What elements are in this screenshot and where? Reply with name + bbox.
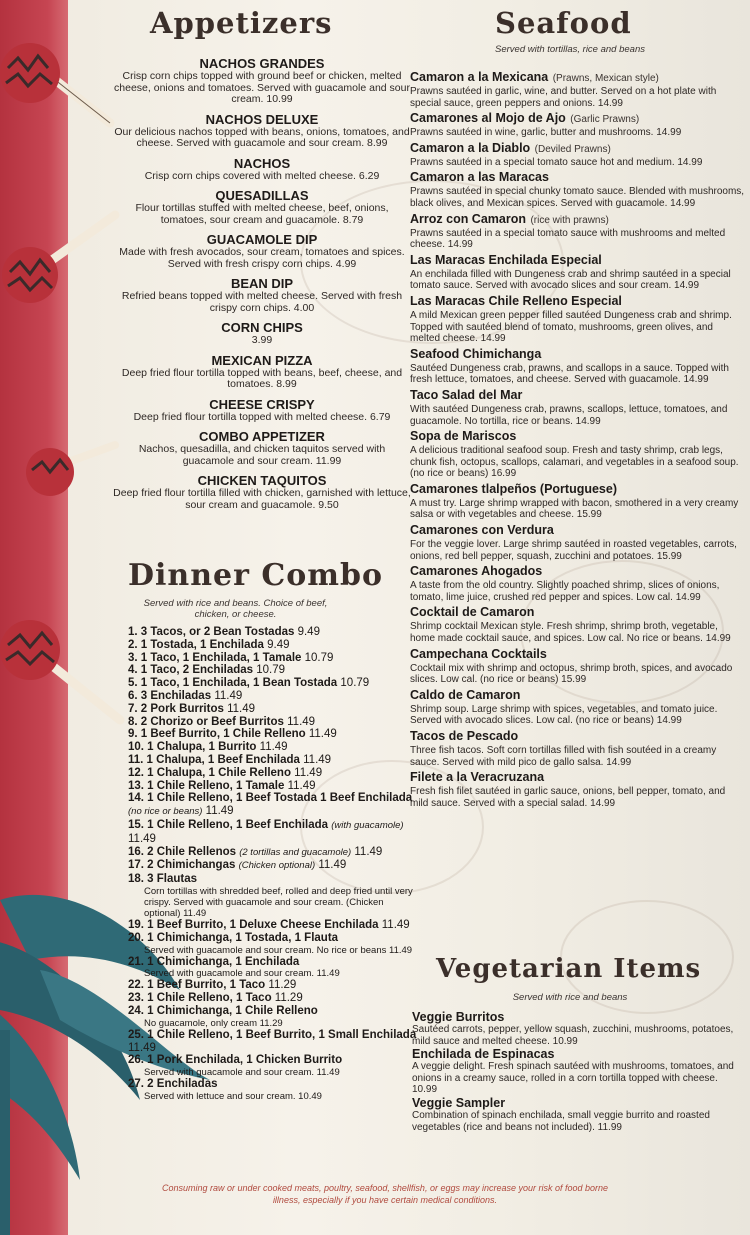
item-name: Caldo de Camaron (410, 687, 521, 702)
combo-price: 11.49 (381, 918, 410, 931)
combo-name: 6. 3 Enchiladas (128, 689, 212, 702)
seafood-list (410, 68, 745, 809)
combo-name: 20. 1 Chimichanga, 1 Tostada, 1 Flauta (128, 931, 339, 944)
menu-item (410, 386, 745, 427)
item-description: Fresh fish filet sautéed in garlic sauce, onions, bell pepper, tomato, and mild sauce. Served with a special salad. 14.99 (410, 786, 726, 809)
combo-name: 1. 3 Tacos, or 2 Bean Tostadas (128, 626, 295, 638)
item-name: Sopa de Mariscos (410, 429, 517, 444)
combo-price: 11.49 (308, 728, 337, 741)
item-name: BEAN DIP (230, 276, 294, 291)
menu-item (410, 210, 745, 251)
combo-name: 17. 2 Chimichangas (128, 859, 236, 872)
combo-item (128, 859, 418, 873)
dinner-combo-heading: Dinner Combo (128, 558, 383, 593)
item-note: (Garlic Prawns) (570, 114, 640, 126)
item-name: COMBO APPETIZER (199, 429, 325, 444)
item-description: Deep fried flour tortilla filled with chicken, garnished with lettuce, sour cream and guacamole. 9.50 (113, 487, 411, 511)
maraca-icon (0, 600, 130, 730)
item-name: Tacos de Pescado (410, 729, 519, 743)
combo-price: 11.49 (294, 766, 323, 779)
item-note: (Deviled Prawns) (534, 143, 611, 155)
menu-item (112, 473, 412, 511)
combo-price: 9.49 (267, 638, 290, 651)
item-name: Enchilada de Espinacas (412, 1047, 555, 1062)
item-name: NACHOS GRANDES (199, 56, 325, 71)
notice-line: illness, especially if you have certain medical conditions. (272, 1195, 498, 1205)
seafood-subtitle: Served with tortillas, rice and beans (495, 44, 645, 55)
combo-description: Served with guacamole and sour cream. No rice or beans 11.49 (144, 944, 413, 956)
item-description: Sautéed Dungeness crab, prawns, and scallops in a sauce. Topped with fresh lettuce, tomatoes, and cheese. Served with guacamole. 14.99 (410, 362, 729, 386)
item-description: Sautéed carrots, pepper, yellow squash, zucchini, mushrooms, potatoes, mild sauce and melted cheese. 10.99 (412, 1024, 734, 1047)
combo-price: 11.49 (259, 741, 288, 754)
combo-price: 11.49 (303, 753, 332, 766)
dinner-combo-subtitle: Served with rice and beans. Choice of beef, chicken, or cheese. (143, 598, 328, 620)
combo-description: No guacamole, only cream 11.29 (144, 1017, 283, 1029)
combo-item (128, 741, 418, 754)
menu-item (112, 429, 412, 467)
item-description: A veggie delight. Fresh spinach sautéed with mushrooms, tomatoes, and onions in a creamy sauce, rolled in a corn tortilla topped with cheese. 10.99 (412, 1061, 734, 1096)
combo-item (128, 1029, 418, 1055)
item-description: Deep fried flour tortilla topped with melted cheese. 6.79 (133, 410, 391, 423)
item-description: Shrimp soup. Large shrimp with spices, vegetables, and tomato juice. Served with avocado slices. Low cal. (no rice or beans) 14.99 (410, 703, 718, 727)
item-description: A delicious traditional seafood soup. Fresh and tasty shrimp, crab legs, chunk fish, octopus, scallops, calamari, and vegetables in a seafood soup. (no rice or beans) 16.99 (410, 445, 739, 480)
menu-item (412, 1047, 744, 1096)
combo-name: 10. 1 Chalupa, 1 Burrito (128, 741, 257, 754)
item-name: Las Maracas Chile Relleno Especial (410, 293, 622, 308)
combo-name: 27. 2 Enchiladas (128, 1078, 218, 1091)
item-name: CHEESE CRISPY (209, 396, 315, 412)
item-description: Nachos, quesadilla, and chicken taquitos served with guacamole and sour cream. 11.99 (138, 443, 386, 467)
combo-note: (with guacamole) (331, 819, 404, 831)
item-note: (Prawns, Mexican style) (552, 73, 659, 84)
combo-name: 11. 1 Chalupa, 1 Beef Enchilada (128, 753, 300, 766)
combo-item (128, 690, 418, 703)
item-description: Prawns sautéed in garlic, wine, and butter. Served on a hot plate with special sauce, green peppers and onions. 14.99 (410, 86, 717, 109)
menu-item (410, 345, 745, 386)
food-safety-notice (125, 1182, 645, 1206)
combo-name: 13. 1 Chile Relleno, 1 Tamale (128, 779, 285, 792)
combo-item (128, 652, 418, 665)
combo-description: Served with guacamole and sour cream. 11.49 (144, 968, 340, 980)
combo-price: 11.29 (274, 992, 303, 1005)
item-name: Camarones al Mojo de Ajo (410, 111, 566, 126)
combo-name: 19. 1 Beef Burrito, 1 Deluxe Cheese Enchilada (128, 918, 379, 931)
item-description: Crisp corn chips topped with ground beef or chicken, melted cheese, onions and tomatoes. Served with guacamole and sour cream. 10.99 (114, 70, 410, 105)
vegetarian-heading: Vegetarian Items (436, 954, 702, 984)
combo-note: (no rice or beans) (128, 806, 203, 818)
item-name: Camarones con Verdura (410, 523, 554, 538)
combo-price: 11.49 (287, 779, 316, 792)
combo-name: 5. 1 Taco, 1 Enchilada, 1 Bean Tostada (128, 677, 338, 690)
menu-item (412, 1096, 744, 1133)
item-description: Cocktail mix with shrimp and octopus, shrimp broth, spices, and avocado slices. Low cal. (no rice or beans) 15.99 (410, 662, 733, 686)
menu-item (410, 68, 745, 109)
menu-item (410, 521, 745, 562)
combo-price: 9.49 (297, 626, 320, 638)
item-description: Refried beans topped with melted cheese. Served with fresh crispy corn chips. 4.00 (121, 290, 403, 314)
menu-item (410, 480, 745, 521)
maraca-icon (0, 28, 120, 138)
menu-item (412, 1010, 744, 1047)
vegetarian-list (412, 1010, 744, 1133)
item-name: QUESADILLAS (215, 188, 309, 203)
menu-item (410, 168, 745, 209)
item-name: NACHOS DELUXE (205, 111, 319, 127)
combo-price: 11.49 (287, 715, 316, 728)
combo-name: 14. 1 Chile Relleno, 1 Beef Tostada 1 Beef Enchilada (128, 792, 413, 805)
menu-item (112, 397, 412, 424)
item-name: CORN CHIPS (221, 320, 303, 335)
combo-item (128, 792, 418, 819)
item-name: Camaron a la Diablo (410, 140, 531, 155)
vegetarian-subtitle: Served with rice and beans (512, 992, 628, 1003)
item-name: Cocktail de Camaron (410, 605, 535, 620)
item-description: An enchilada filled with Dungeness crab and shrimp sautéed in a special tomato sauce. Served with avocado slices and sour cream. 14.99 (410, 268, 731, 292)
combo-name: 23. 1 Chile Relleno, 1 Taco (128, 992, 272, 1005)
item-description: Our delicious nachos topped with beans, onions, tomatoes, and cheese. Served with guacamole and sour cream. 8.99 (114, 125, 410, 149)
combo-price: 11.49 (128, 1041, 156, 1054)
combo-item (128, 846, 418, 860)
combo-note: (Chicken optional) (238, 860, 316, 872)
combo-item (128, 992, 418, 1005)
item-name: Veggie Sampler (412, 1095, 506, 1110)
combo-item (128, 754, 418, 767)
item-description: Combination of spinach enchilada, small veggie burrito and roasted vegetables (rice and beans not included). 11.99 (412, 1109, 710, 1133)
item-name: Seafood Chimichanga (410, 346, 542, 361)
menu-item (112, 112, 412, 150)
combo-name: 4. 1 Taco, 2 Enchiladas (128, 664, 254, 677)
menu-item (410, 686, 745, 727)
combo-item (128, 1054, 418, 1078)
item-description: 3.99 (251, 334, 273, 346)
item-name: Camaron a las Maracas (410, 170, 549, 185)
menu-item (410, 427, 745, 480)
menu-item (410, 139, 745, 169)
menu-item (410, 768, 745, 809)
item-description: A taste from the old country. Slightly poached shrimp, slices of onions, tomato, lime juice, crushed red pepper and spices. Low cal. 14.99 (410, 580, 720, 603)
item-name: MEXICAN PIZZA (211, 352, 313, 368)
item-name: Filete a la Veracruzana (410, 770, 545, 785)
item-name: Camarones Ahogados (410, 564, 543, 579)
combo-item (128, 819, 418, 846)
item-name: CHICKEN TAQUITOS (197, 473, 327, 488)
item-description: Three fish tacos. Soft corn tortillas filled with fish soutéed in a creamy sauce. Served with mild pico de gallo salsa. 14.99 (410, 745, 717, 768)
combo-name: 21. 1 Chimichanga, 1 Enchilada (128, 955, 300, 968)
item-name: Las Maracas Enchilada Especial (410, 252, 602, 267)
maraca-icon (0, 210, 120, 320)
combo-name: 2. 1 Tostada, 1 Enchilada (128, 638, 264, 651)
menu-item (410, 251, 745, 292)
combo-name: 25. 1 Chile Relleno, 1 Beef Burrito, 1 Small Enchilada (128, 1028, 417, 1041)
menu-item (410, 603, 745, 644)
maraca-icon (20, 420, 120, 510)
combo-item (128, 767, 418, 780)
combo-name: 26. 1 Pork Enchilada, 1 Chicken Burrito (128, 1054, 343, 1067)
combo-item (128, 703, 418, 716)
item-description: Prawns sautéed in a special tomato sauce hot and medium. 14.99 (410, 156, 703, 168)
item-description: Crisp corn chips covered with melted cheese. 6.29 (144, 169, 380, 182)
combo-description: Served with lettuce and sour cream. 10.49 (144, 1090, 322, 1102)
combo-item (128, 956, 418, 980)
combo-item (128, 932, 418, 956)
combo-name: 18. 3 Flautas (128, 873, 198, 886)
item-name: Veggie Burritos (412, 1010, 505, 1024)
combo-item (128, 639, 418, 652)
combo-item (128, 716, 418, 729)
combo-item (128, 626, 418, 639)
combo-price: 10.79 (256, 664, 286, 677)
item-name: Campechana Cocktails (410, 646, 547, 661)
combo-item (128, 664, 418, 677)
combo-note: (2 tortillas and guacamole) (239, 846, 352, 858)
item-name: Camaron a la Mexicana (410, 70, 549, 84)
item-description: A must try. Large shrimp wrapped with bacon, smothered in a very creamy salsa or with vegetables and cheese. 15.99 (410, 497, 739, 521)
menu-item (410, 292, 745, 345)
combo-item (128, 1005, 418, 1029)
combo-name: 8. 2 Chorizo or Beef Burritos (128, 715, 284, 728)
item-description: With sautéed Dungeness crab, prawns, scallops, lettuce, tomatoes, and guacamole. No tortilla, rice or beans. 14.99 (410, 403, 728, 427)
combo-description: Served with guacamole and sour cream. 11.49 (144, 1067, 340, 1079)
combo-price: 11.29 (268, 979, 297, 992)
combo-name: 16. 2 Chile Rellenos (128, 845, 237, 858)
appetizers-heading: Appetizers (150, 6, 333, 40)
item-description: For the veggie lover. Large shrimp sautéed in roasted vegetables, carrots, onions, red bell pepper, squash, zucchini and potatoes. 15.99 (410, 539, 737, 562)
item-description: Prawns sautéed in special chunky tomato sauce. Blended with mushrooms, black olives, and Mexican spices. Served with guacamole. 14.99 (410, 186, 745, 209)
item-description: Shrimp cocktail Mexican style. Fresh shrimp, shrimp broth, vegetable, home made cocktail sauce, and spices. Low cal. No rice or beans. 14.99 (410, 621, 731, 645)
menu-item (410, 727, 745, 768)
combo-name: 12. 1 Chalupa, 1 Chile Relleno (128, 766, 291, 779)
combo-name: 22. 1 Beef Burrito, 1 Taco (128, 979, 266, 992)
item-name: Taco Salad del Mar (410, 387, 523, 402)
combo-description: Corn tortillas with shredded beef, rolled and deep fried until very crispy. Served with guacamole and sour cream. (Chicken optional) 11.49 (144, 885, 413, 919)
combo-name: 7. 2 Pork Burritos (128, 702, 224, 715)
combo-item (128, 873, 418, 919)
menu-item (410, 109, 745, 139)
item-name: NACHOS (233, 155, 291, 171)
combo-price: 11.49 (128, 832, 156, 845)
item-name: Camarones tlalpeños (Portuguese) (410, 481, 617, 496)
appetizers-list (112, 56, 412, 517)
item-description: Deep fried flour tortilla topped with beans, beef, cheese, and tomatoes. 8.99 (121, 366, 403, 390)
notice-line: Consuming raw or under cooked meats, poultry, seafood, shellfish, or eggs may increase your risk of food borne (161, 1183, 609, 1193)
item-description: Flour tortillas stuffed with melted cheese, beef, onions, tomatoes, sour cream and guacamole. 8.79 (135, 202, 389, 226)
item-name: Arroz con Camaron (410, 211, 526, 226)
menu-item (112, 156, 412, 183)
combo-price: 11.49 (227, 702, 256, 715)
combo-item (128, 780, 418, 793)
item-description: Made with fresh avocados, sour cream, tomatoes and spices. Served with fresh crispy corn chips. 4.99 (119, 246, 405, 270)
dinner-combo-list (128, 626, 418, 1102)
item-description: A mild Mexican green pepper filled sautéed Dungeness crab and shrimp. Topped with sautéed blend of tomato, mushrooms, green olives, and melted cheese. 14.99 (410, 309, 732, 345)
item-description: Prawns sautéed in a special tomato sauce with mushrooms and melted cheese. 14.99 (410, 227, 726, 251)
item-name: GUACAMOLE DIP (206, 232, 318, 247)
combo-item (128, 677, 418, 690)
menu-item (112, 188, 412, 226)
combo-price: 10.79 (340, 677, 370, 690)
seafood-heading: Seafood (495, 6, 632, 40)
item-description: Prawns sautéed in wine, garlic, butter and mushrooms. 14.99 (410, 127, 682, 139)
combo-price: 11.49 (205, 805, 234, 818)
combo-name: 15. 1 Chile Relleno, 1 Beef Enchilada (128, 818, 329, 831)
combo-item (128, 728, 418, 741)
combo-price: 11.49 (318, 859, 347, 872)
menu-item (112, 320, 412, 347)
combo-item (128, 1078, 418, 1102)
combo-price: 11.49 (214, 689, 243, 702)
combo-name: 24. 1 Chimichanga, 1 Chile Relleno (128, 1004, 318, 1017)
menu-item (112, 353, 412, 391)
combo-item (128, 979, 418, 992)
combo-price: 10.79 (304, 651, 334, 664)
menu-item (410, 562, 745, 603)
menu-item (112, 276, 412, 314)
menu-item (112, 232, 412, 270)
menu-item (112, 56, 412, 106)
combo-item (128, 919, 418, 932)
menu-item (410, 645, 745, 686)
combo-name: 3. 1 Taco, 1 Enchilada, 1 Tamale (128, 651, 302, 664)
combo-name: 9. 1 Beef Burrito, 1 Chile Relleno (128, 728, 306, 741)
combo-price: 11.49 (354, 845, 383, 858)
item-note: (rice with prawns) (530, 214, 609, 226)
